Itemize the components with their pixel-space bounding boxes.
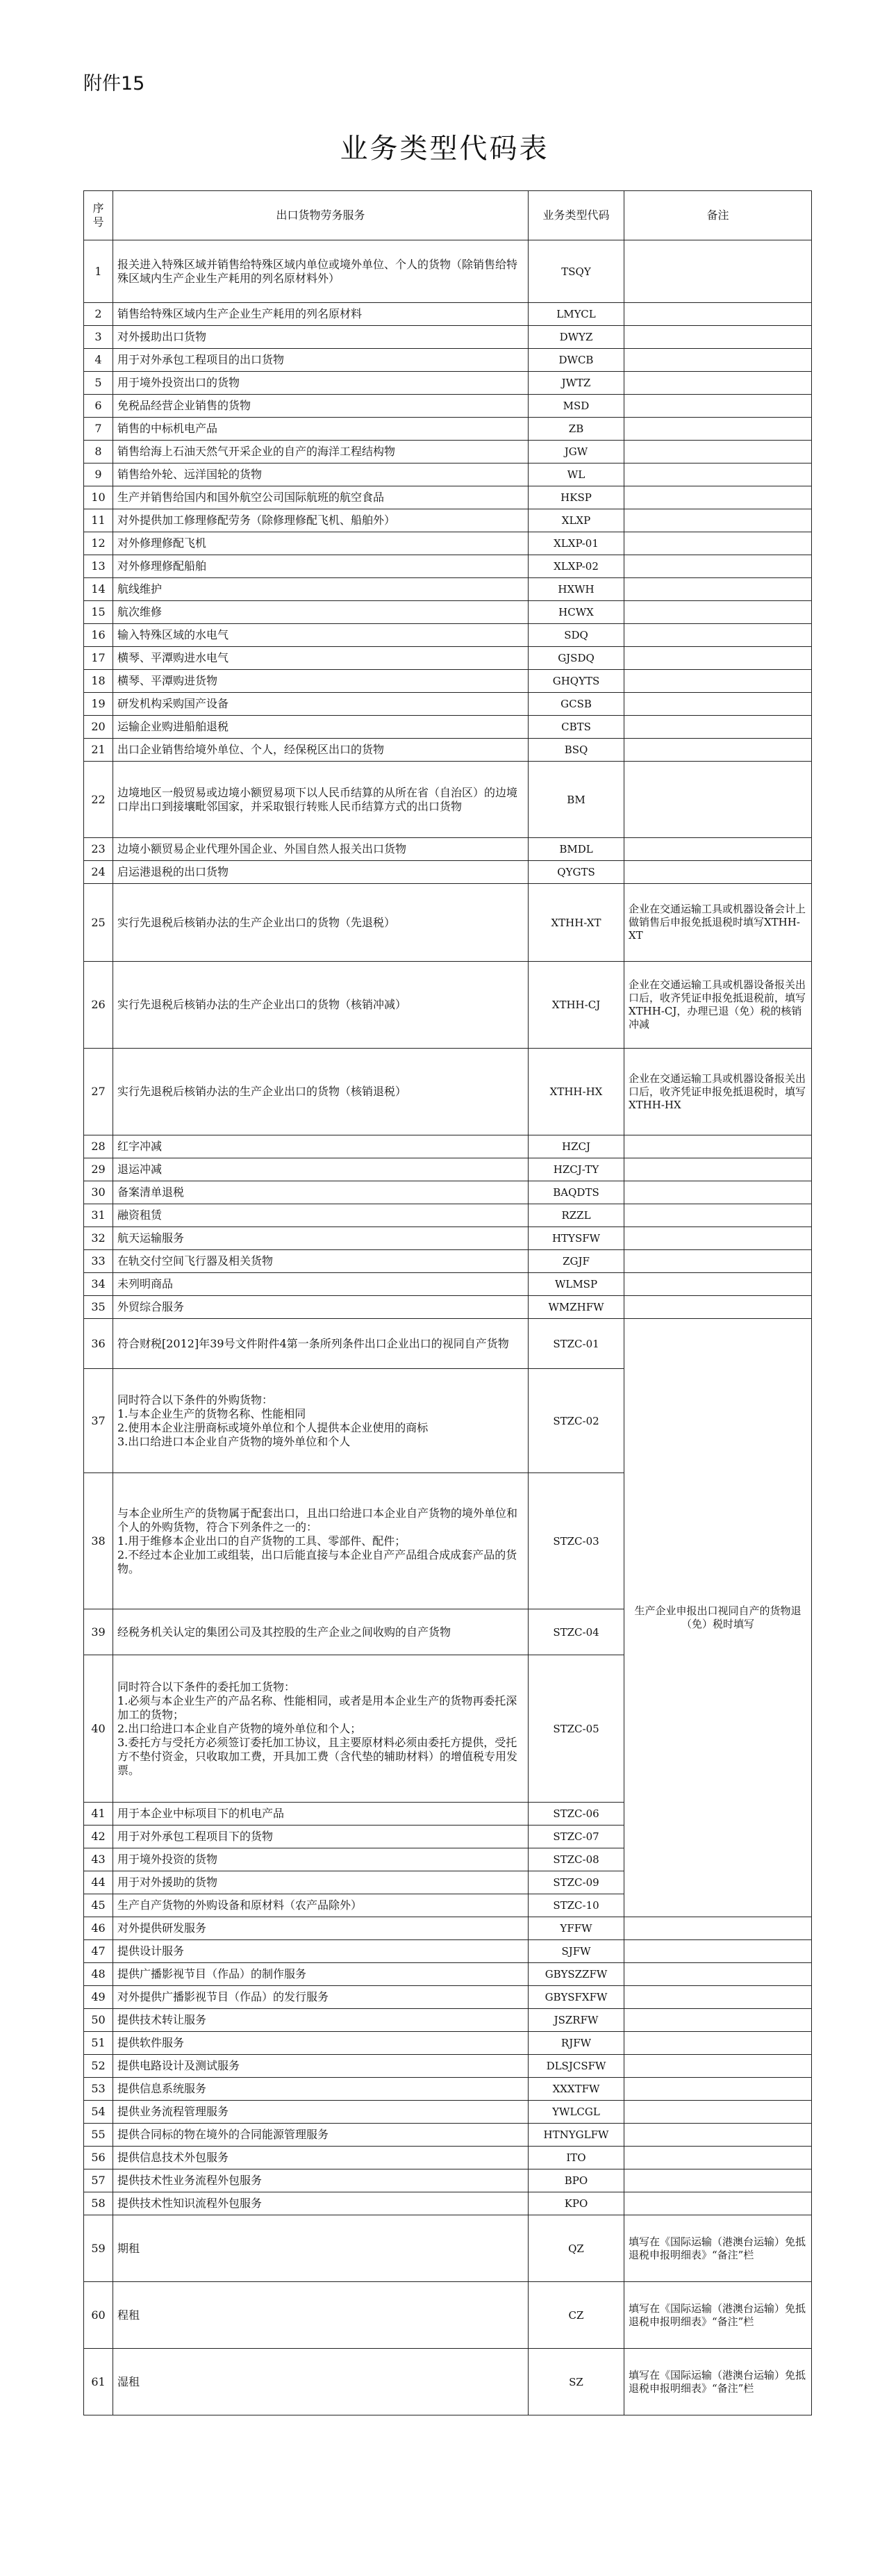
row-number: 41 [84,1803,113,1826]
row-number: 3 [84,326,113,349]
row-code: DWYZ [529,326,624,349]
row-note [624,1158,812,1181]
row-number: 26 [84,962,113,1049]
row-description: 用于境外投资出口的货物 [113,372,529,395]
row-description: 提供合同标的物在境外的合同能源管理服务 [113,2124,529,2147]
table-row [84,2101,812,2124]
row-code: YWLCGL [529,2101,624,2124]
row-number: 4 [84,349,113,372]
row-note [624,2032,812,2055]
table-row [84,1940,812,1963]
row-code: BAQDTS [529,1181,624,1204]
header-code: 业务类型代码 [529,191,624,240]
row-number: 1 [84,240,113,303]
row-number: 54 [84,2101,113,2124]
table-row [84,463,812,486]
table-row [84,509,812,532]
row-number: 24 [84,861,113,884]
row-number: 55 [84,2124,113,2147]
row-description: 未列明商品 [113,1273,529,1296]
row-description: 生产并销售给国内和国外航空公司国际航班的航空食品 [113,486,529,509]
row-note [624,509,812,532]
row-note [624,240,812,303]
row-description: 外贸综合服务 [113,1296,529,1319]
row-number: 11 [84,509,113,532]
row-code: HCWX [529,601,624,624]
row-description: 提供软件服务 [113,2032,529,2055]
row-note [624,1296,812,1319]
row-number: 44 [84,1871,113,1894]
row-number: 47 [84,1940,113,1963]
table-row [84,601,812,624]
row-note [624,1135,812,1158]
table-row [84,739,812,762]
header-note: 备注 [624,191,812,240]
table-row [84,1158,812,1181]
table-row [84,1296,812,1319]
row-code: STZC-01 [529,1319,624,1369]
row-description: 报关进入特殊区域并销售给特殊区域内单位或境外单位、个人的货物（除销售给特殊区域内生产企业生产耗用的列名原材料外） [113,240,529,303]
row-number: 59 [84,2215,113,2282]
table-row [84,2124,812,2147]
table-row [84,1986,812,2009]
row-description: 湿租 [113,2349,529,2415]
row-description: 销售给海上石油天然气开采企业的自产的海洋工程结构物 [113,441,529,463]
row-number: 27 [84,1049,113,1135]
row-code: XTHH-XT [529,884,624,962]
row-number: 19 [84,693,113,716]
row-description: 在轨交付空间飞行器及相关货物 [113,1250,529,1273]
page-title: 业务类型代码表 [340,133,549,165]
row-number: 14 [84,578,113,601]
row-code: HKSP [529,486,624,509]
row-code: STZC-04 [529,1609,624,1655]
row-number: 8 [84,441,113,463]
row-note [624,670,812,693]
row-number: 39 [84,1609,113,1655]
row-code: DLSJCSFW [529,2055,624,2078]
row-code: HTYSFW [529,1227,624,1250]
row-note [624,532,812,555]
row-note [624,624,812,647]
table-row [84,670,812,693]
row-description: 提供业务流程管理服务 [113,2101,529,2124]
row-description: 实行先退税后核销办法的生产企业出口的货物（核销退税） [113,1049,529,1135]
row-description: 横琴、平潭购进水电气 [113,647,529,670]
row-number: 15 [84,601,113,624]
row-description: 退运冲减 [113,1158,529,1181]
row-code: STZC-10 [529,1894,624,1917]
row-note [624,2169,812,2192]
row-description: 提供信息系统服务 [113,2078,529,2101]
row-description: 免税品经营企业销售的货物 [113,395,529,418]
row-note [624,2055,812,2078]
row-number: 42 [84,1826,113,1848]
table-row [84,486,812,509]
row-code: BPO [529,2169,624,2192]
table-row [84,1273,812,1296]
row-number: 9 [84,463,113,486]
table-row [84,1204,812,1227]
row-note [624,2078,812,2101]
table-row [84,2078,812,2101]
table-row [84,418,812,441]
row-code: GCSB [529,693,624,716]
row-number: 12 [84,532,113,555]
table-row [84,861,812,884]
row-code: KPO [529,2192,624,2215]
row-number: 46 [84,1917,113,1940]
row-description: 同时符合以下条件的委托加工货物： 1.必须与本企业生产的产品名称、性能相同，或者是用本企业生产的货物再委托深加工的货物； 2.出口给进口本企业自产货物的境外单位和个人； 3.委托方与受托方必须签订委托加工协议，且主要原材料必须由委托方提供，受托方不垫付资金，只收取加工费，开具加工费（含代垫的辅助材料）的增值税专用发票。 [113,1655,529,1803]
row-description: 对外提供研发服务 [113,1917,529,1940]
row-description: 输入特殊区域的水电气 [113,624,529,647]
table-row [84,1917,812,1940]
row-description: 融资租赁 [113,1204,529,1227]
row-number: 43 [84,1848,113,1871]
row-description: 备案清单退税 [113,1181,529,1204]
row-code: CBTS [529,716,624,739]
row-code: TSQY [529,240,624,303]
row-code: GBYSFXFW [529,1986,624,2009]
row-note: 填写在《国际运输（港澳台运输）免抵退税申报明细表》“备注”栏 [624,2215,812,2282]
row-code: GHQYTS [529,670,624,693]
row-code: SJFW [529,1940,624,1963]
row-description: 生产自产货物的外购设备和原材料（农产品除外） [113,1894,529,1917]
row-code: RZZL [529,1204,624,1227]
row-note [624,601,812,624]
row-description: 提供电路设计及测试服务 [113,2055,529,2078]
table-row [84,624,812,647]
business-type-code-table [83,190,812,2415]
row-description: 航线维护 [113,578,529,601]
row-number: 56 [84,2147,113,2169]
row-number: 21 [84,739,113,762]
row-code: STZC-06 [529,1803,624,1826]
row-note [624,441,812,463]
row-note [624,838,812,861]
row-description: 用于本企业中标项目下的机电产品 [113,1803,529,1826]
row-code: QYGTS [529,861,624,884]
table-row [84,1135,812,1158]
row-description: 研发机构采购国产设备 [113,693,529,716]
row-description: 边境小额贸易企业代理外国企业、外国自然人报关出口货物 [113,838,529,861]
table-row [84,647,812,670]
row-description: 销售给外轮、远洋国轮的货物 [113,463,529,486]
row-code: BM [529,762,624,838]
row-code: LMYCL [529,303,624,326]
row-code: ZGJF [529,1250,624,1273]
row-description: 对外提供加工修理修配劳务（除修理修配飞机、船舶外） [113,509,529,532]
row-code: STZC-02 [529,1369,624,1473]
row-number: 22 [84,762,113,838]
row-description: 对外修理修配飞机 [113,532,529,555]
row-number: 7 [84,418,113,441]
table-row [84,884,812,962]
row-number: 37 [84,1369,113,1473]
row-code: HTNYGLFW [529,2124,624,2147]
table-row [84,1049,812,1135]
row-number: 31 [84,1204,113,1227]
table-row [84,326,812,349]
row-code: RJFW [529,2032,624,2055]
row-number: 30 [84,1181,113,1204]
row-note [624,555,812,578]
row-note [624,2101,812,2124]
row-code: BSQ [529,739,624,762]
table-row [84,962,812,1049]
table-row [84,2032,812,2055]
row-note [624,739,812,762]
table-row [84,2169,812,2192]
row-description: 航天运输服务 [113,1227,529,1250]
row-note [624,578,812,601]
row-number: 52 [84,2055,113,2078]
row-number: 29 [84,1158,113,1181]
row-description: 提供信息技术外包服务 [113,2147,529,2169]
table-row [84,2282,812,2349]
row-number: 6 [84,395,113,418]
row-number: 40 [84,1655,113,1803]
row-code: HZCJ [529,1135,624,1158]
row-code: JSZRFW [529,2009,624,2032]
table-row [84,1181,812,1204]
row-description: 经税务机关认定的集团公司及其控股的生产企业之间收购的自产货物 [113,1609,529,1655]
row-number: 23 [84,838,113,861]
row-number: 5 [84,372,113,395]
row-number: 20 [84,716,113,739]
row-code: YFFW [529,1917,624,1940]
row-number: 60 [84,2282,113,2349]
table-row [84,716,812,739]
row-description: 运输企业购进船舶退税 [113,716,529,739]
row-note [624,463,812,486]
row-number: 48 [84,1963,113,1986]
row-description: 红字冲减 [113,1135,529,1158]
row-number: 33 [84,1250,113,1273]
row-code: GBYSZZFW [529,1963,624,1986]
row-note: 填写在《国际运输（港澳台运输）免抵退税申报明细表》“备注”栏 [624,2349,812,2415]
row-number: 13 [84,555,113,578]
row-description: 用于对外承包工程项目下的货物 [113,1826,529,1848]
row-note [624,1250,812,1273]
row-note [624,486,812,509]
row-description: 出口企业销售给境外单位、个人，经保税区出口的货物 [113,739,529,762]
row-code: HXWH [529,578,624,601]
row-note [624,1227,812,1250]
row-note [624,418,812,441]
row-description: 期租 [113,2215,529,2282]
row-code: WLMSP [529,1273,624,1296]
row-description: 提供技术转让服务 [113,2009,529,2032]
row-number: 17 [84,647,113,670]
row-number: 10 [84,486,113,509]
table-row [84,2147,812,2169]
table-row [84,2192,812,2215]
row-description: 提供广播影视节目（作品）的制作服务 [113,1963,529,1986]
table-row [84,441,812,463]
row-number: 35 [84,1296,113,1319]
attachment-label: 附件15 [83,73,145,95]
row-note [624,861,812,884]
row-number: 38 [84,1473,113,1609]
table-row [84,372,812,395]
row-description: 航次维修 [113,601,529,624]
table-row [84,762,812,838]
table-row [84,532,812,555]
row-code: WMZHFW [529,1296,624,1319]
row-number: 49 [84,1986,113,2009]
row-number: 53 [84,2078,113,2101]
table-row [84,240,812,303]
table-row [84,1227,812,1250]
row-code: XXXTFW [529,2078,624,2101]
row-description: 对外提供广播影视节目（作品）的发行服务 [113,1986,529,2009]
row-code: XTHH-CJ [529,962,624,1049]
table-row [84,555,812,578]
table-row [84,303,812,326]
table-row [84,693,812,716]
table-row [84,395,812,418]
row-number: 36 [84,1319,113,1369]
row-note: 填写在《国际运输（港澳台运输）免抵退税申报明细表》“备注”栏 [624,2282,812,2349]
row-number: 61 [84,2349,113,2415]
table-row [84,1963,812,1986]
row-number: 28 [84,1135,113,1158]
row-code: XLXP-02 [529,555,624,578]
row-description: 同时符合以下条件的外购货物： 1.与本企业生产的货物名称、性能相同 2.使用本企业注册商标或境外单位和个人提供本企业使用的商标 3.出口给进口本企业自产货物的境外单位和个人 [113,1369,529,1473]
row-description: 实行先退税后核销办法的生产企业出口的货物（核销冲减） [113,962,529,1049]
row-number: 45 [84,1894,113,1917]
row-description: 销售的中标机电产品 [113,418,529,441]
row-note [624,1273,812,1296]
row-code: WL [529,463,624,486]
row-description: 用于对外援助的货物 [113,1871,529,1894]
header-desc: 出口货物劳务服务 [113,191,529,240]
table-row [84,349,812,372]
row-description: 对外援助出口货物 [113,326,529,349]
row-description: 对外修理修配船舶 [113,555,529,578]
row-code: CZ [529,2282,624,2349]
row-description: 提供设计服务 [113,1940,529,1963]
row-note [624,2009,812,2032]
row-code: DWCB [529,349,624,372]
row-code: QZ [529,2215,624,2282]
row-description: 销售给特殊区域内生产企业生产耗用的列名原材料 [113,303,529,326]
row-code: SZ [529,2349,624,2415]
row-number: 16 [84,624,113,647]
row-note: 企业在交通运输工具或机器设备报关出口后，收齐凭证申报免抵退税时，填写XTHH-HX [624,1049,812,1135]
row-description: 用于境外投资的货物 [113,1848,529,1871]
row-description: 边境地区一般贸易或边境小额贸易项下以人民币结算的从所在省（自治区）的边境口岸出口到接壤毗邻国家，并采取银行转账人民币结算方式的出口货物 [113,762,529,838]
row-note: 企业在交通运输工具或机器设备会计上做销售后申报免抵退税时填写XTHH-XT [624,884,812,962]
row-description: 实行先退税后核销办法的生产企业出口的货物（先退税） [113,884,529,962]
row-code: STZC-05 [529,1655,624,1803]
table-row [84,2055,812,2078]
row-code: STZC-07 [529,1826,624,1848]
row-note [624,1204,812,1227]
row-code: GJSDQ [529,647,624,670]
row-note [624,2147,812,2169]
row-code: XTHH-HX [529,1049,624,1135]
row-description: 提供技术性业务流程外包服务 [113,2169,529,2192]
row-note [624,1917,812,1940]
row-code: STZC-03 [529,1473,624,1609]
row-code: STZC-08 [529,1848,624,1871]
row-note [624,762,812,838]
row-code: XLXP [529,509,624,532]
row-description: 程租 [113,2282,529,2349]
table-row [84,578,812,601]
row-code: ZB [529,418,624,441]
row-description: 启运港退税的出口货物 [113,861,529,884]
row-description: 提供技术性知识流程外包服务 [113,2192,529,2215]
row-description: 用于对外承包工程项目的出口货物 [113,349,529,372]
row-code: STZC-09 [529,1871,624,1894]
table-row [84,2349,812,2415]
row-code: JGW [529,441,624,463]
row-note [624,326,812,349]
row-note [624,1181,812,1204]
header-no: 序号 [84,191,113,240]
row-note [624,2124,812,2147]
row-code: BMDL [529,838,624,861]
row-note [624,349,812,372]
row-number: 2 [84,303,113,326]
row-note [624,2192,812,2215]
row-description: 与本企业所生产的货物属于配套出口，且出口给进口本企业自产货物的境外单位和个人的外购货物，符合下列条件之一的： 1.用于维修本企业出口的自产货物的工具、零部件、配件； 2.不经过本企业加工或组装，出口后能直接与本企业自产产品组合成成套产品的货物。 [113,1473,529,1609]
table-row [84,838,812,861]
row-description: 符合财税[2012]年39号文件附件4第一条所列条件出口企业出口的视同自产货物 [113,1319,529,1369]
row-note [624,1986,812,2009]
row-number: 51 [84,2032,113,2055]
row-note [624,693,812,716]
table-row [84,2215,812,2282]
row-note [624,647,812,670]
row-note [624,395,812,418]
row-code: JWTZ [529,372,624,395]
table-header-row [84,191,812,240]
row-code: ITO [529,2147,624,2169]
row-note [624,1940,812,1963]
row-code: SDQ [529,624,624,647]
row-number: 58 [84,2192,113,2215]
row-number: 50 [84,2009,113,2032]
group-note: 生产企业申报出口视同自产的货物退（免）税时填写 [624,1319,812,1917]
row-code: HZCJ-TY [529,1158,624,1181]
row-code: MSD [529,395,624,418]
table-row [84,1250,812,1273]
row-note [624,1963,812,1986]
row-number: 25 [84,884,113,962]
row-code: XLXP-01 [529,532,624,555]
table-row [84,1319,812,1369]
row-number: 18 [84,670,113,693]
row-number: 32 [84,1227,113,1250]
row-number: 57 [84,2169,113,2192]
row-number: 34 [84,1273,113,1296]
row-note [624,303,812,326]
table-row [84,2009,812,2032]
row-note [624,372,812,395]
row-note: 企业在交通运输工具或机器设备报关出口后，收齐凭证申报免抵退税前，填写XTHH-CJ，办理已退（免）税的核销冲减 [624,962,812,1049]
row-description: 横琴、平潭购进货物 [113,670,529,693]
row-note [624,716,812,739]
